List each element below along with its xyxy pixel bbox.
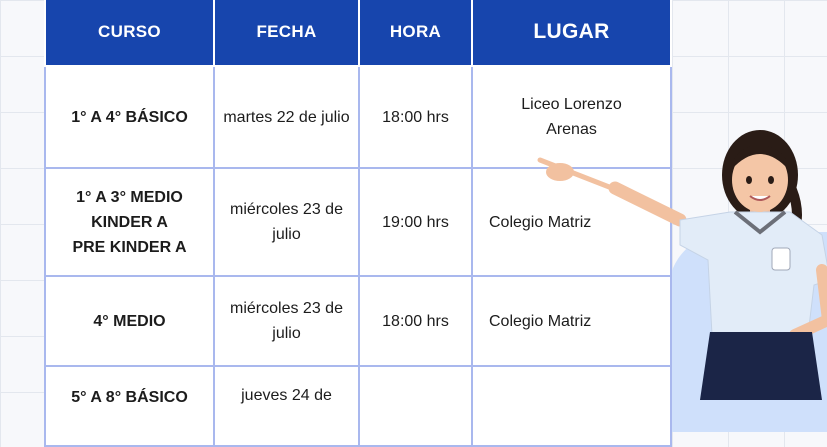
cell-lugar-text: Liceo Lorenzo Arenas xyxy=(521,96,622,138)
student-girl-illustration xyxy=(530,120,827,400)
cell-fecha: miércoles 23 de julio xyxy=(214,168,359,276)
cell-curso-line: 1° A 3° MEDIO xyxy=(76,188,183,206)
cell-curso: 5° A 8° BÁSICO xyxy=(45,366,214,446)
table-header-row xyxy=(45,0,671,66)
cell-curso xyxy=(45,168,214,276)
column-header-lugar: LUGAR xyxy=(472,0,671,66)
cell-fecha: martes 22 de julio xyxy=(214,66,359,168)
cell-curso: 4° MEDIO xyxy=(45,276,214,366)
cell-hora: 19:00 hrs xyxy=(359,168,472,276)
column-header-curso: CURSO xyxy=(45,0,214,66)
column-header-fecha: FECHA xyxy=(214,0,359,66)
cell-lugar: Colegio Matriz xyxy=(472,168,671,276)
cell-lugar: Colegio Matriz xyxy=(472,276,671,366)
cell-curso-line: PRE KINDER A xyxy=(72,238,187,256)
cell-fecha: jueves 24 de xyxy=(214,366,359,446)
column-header-hora: HORA xyxy=(359,0,472,66)
cell-curso-line: KINDER A xyxy=(91,213,168,231)
cell-hora xyxy=(359,366,472,446)
cell-hora: 18:00 hrs xyxy=(359,276,472,366)
cell-fecha: miércoles 23 de julio xyxy=(214,276,359,366)
cell-hora: 18:00 hrs xyxy=(359,66,472,168)
cell-curso: 1° A 4° BÁSICO xyxy=(45,66,214,168)
